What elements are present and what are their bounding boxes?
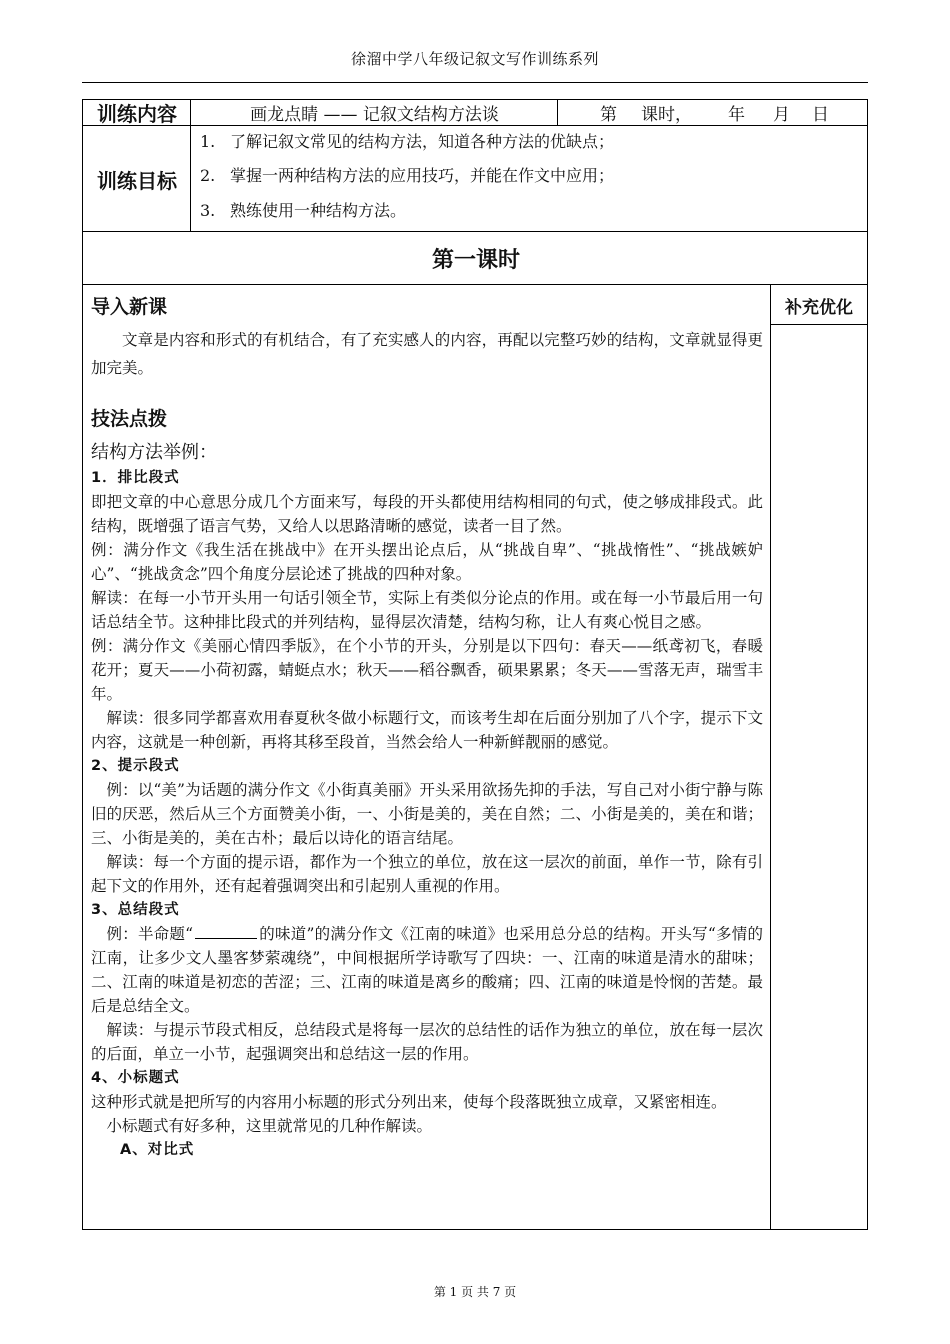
method-title: 3、总结段式 bbox=[91, 902, 180, 918]
time-month: 月 bbox=[773, 105, 790, 125]
time-lesson: 课时， bbox=[641, 105, 692, 125]
table-rule bbox=[770, 284, 771, 1230]
page-footer: 第 1 页 共 7 页 bbox=[433, 1285, 517, 1299]
page-header: 徐溜中学八年级记叙文写作训练系列 bbox=[350, 50, 599, 68]
subtype-title: A、对比式 bbox=[120, 1142, 195, 1158]
method-definition: 这种形式就是把所写的内容用小标题的形式分列出来，使每个段落既独立成章，又紧密相连。 bbox=[91, 1093, 727, 1111]
example-note: 解读：很多同学都喜欢用春夏秋冬做小标题行文，而该考生却在后面分别加了八个字，提示下文内容，这就是一种创新，再将其移至段首，当然会给人一种新鲜靓丽的感觉。 bbox=[91, 709, 763, 751]
header-divider bbox=[82, 82, 868, 83]
main-content bbox=[91, 290, 763, 1162]
training-goals-label: 训练目标 bbox=[97, 168, 177, 193]
example-text: 例：半命题“ 的味道”的满分作文《江南的味道》也采用总分总的结构。开头写“多情的江南，让多少文人墨客梦萦魂绕”，中间根据所学诗歌写了四块：一、江南的味道是清水的甜味；二、江南的味道是初恋的苦涩；三、江南的味道是离乡的酸痛；四、江南的味道是怜悯的苦楚。最后是总结全文。 bbox=[91, 925, 763, 1015]
fill-in-blank bbox=[195, 924, 257, 939]
time-prefix: 第 bbox=[600, 105, 617, 125]
method-title: 4、小标题式 bbox=[91, 1070, 180, 1086]
side-column-title: 补充优化 bbox=[785, 297, 853, 318]
method-definition: 即把文章的中心意思分成几个方面来写，每段的开头都使用结构相同的句式，使之够成排段式。此结构，既增强了语言气势，又给人以思路清晰的感觉，读者一目了然。 bbox=[91, 493, 763, 535]
intro-title: 导入新课 bbox=[91, 296, 168, 318]
table-rule bbox=[82, 125, 868, 126]
lesson-time bbox=[600, 100, 829, 125]
example-note: 解读：与提示节段式相反，总结段式是将每一层次的总结性的话作为独立的单位，放在每一层次的后面，单立一小节，起强调突出和总结这一层的作用。 bbox=[91, 1021, 763, 1063]
example-note: 解读：每一个方面的提示语，都作为一个独立的单位，放在这一层次的前面，单作一节，除有引起下文的作用外，还有起着强调突出和引起别人重视的作用。 bbox=[91, 853, 763, 895]
method-title: 2、提示段式 bbox=[91, 758, 180, 774]
example-text: 例：以“美”为话题的满分作文《小街真美丽》开头采用欲扬先抑的手法，写自己对小街宁静与陈旧的厌恶，然后从三个方面赞美小街，一、小街是美的，美在自然；二、小街是美的，美在和谐；三、小街是美的，美在古朴；最后以诗化的语言结尾。 bbox=[91, 781, 763, 847]
goal-item: 2. 掌握一两种结构方法的应用技巧，并能在作文中应用； bbox=[200, 166, 615, 185]
intro-text: 文章是内容和形式的有机结合，有了充实感人的内容，再配以完整巧妙的结构，文章就显得更加完美。 bbox=[91, 331, 763, 377]
training-topic: 画龙点睛 —— 记叙文结构方法谈 bbox=[250, 105, 499, 125]
method-title: 1．排比段式 bbox=[91, 470, 180, 486]
example-note: 解读：在每一小节开头用一句话引领全节，实际上有类似分论点的作用。或在每一小节最后用一句话总结全节。这种排比段式的并列结构，显得层次清楚，结构匀称，让人有爽心悦目之感。 bbox=[91, 589, 763, 631]
goal-item: 3. 熟练使用一种结构方法。 bbox=[200, 201, 407, 220]
method-intro: 小标题式有好多种，这里就常见的几种作解读。 bbox=[106, 1117, 433, 1135]
training-content-label: 训练内容 bbox=[97, 102, 177, 126]
table-rule bbox=[82, 284, 868, 285]
skills-title: 技法点拨 bbox=[91, 408, 168, 430]
time-day: 日 bbox=[812, 105, 829, 125]
example-text: 例：满分作文《我生活在挑战中》在开头摆出论点后，从“挑战自卑”、“挑战惰性”、“挑战嫉妒心”、“挑战贪念”四个角度分层论述了挑战的四种对象。 bbox=[91, 541, 763, 583]
example-text: 例：满分作文《美丽心情四季版》，在个小节的开头，分别是以下四句：春天——纸鸢初飞，春暖花开；夏天——小荷初露，蜻蜓点水；秋天——稻谷飘香，硕果累累；冬天——雪落无声，瑞雪丰年。 bbox=[91, 637, 763, 703]
methods-title: 结构方法举例： bbox=[91, 442, 217, 463]
table-rule bbox=[190, 99, 191, 231]
time-year: 年 bbox=[728, 105, 745, 125]
goal-item: 1. 了解记叙文常见的结构方法，知道各种方法的优缺点； bbox=[200, 132, 615, 151]
lesson-title: 第一课时 bbox=[431, 247, 520, 273]
table-rule bbox=[557, 99, 558, 125]
table-rule bbox=[770, 324, 868, 325]
